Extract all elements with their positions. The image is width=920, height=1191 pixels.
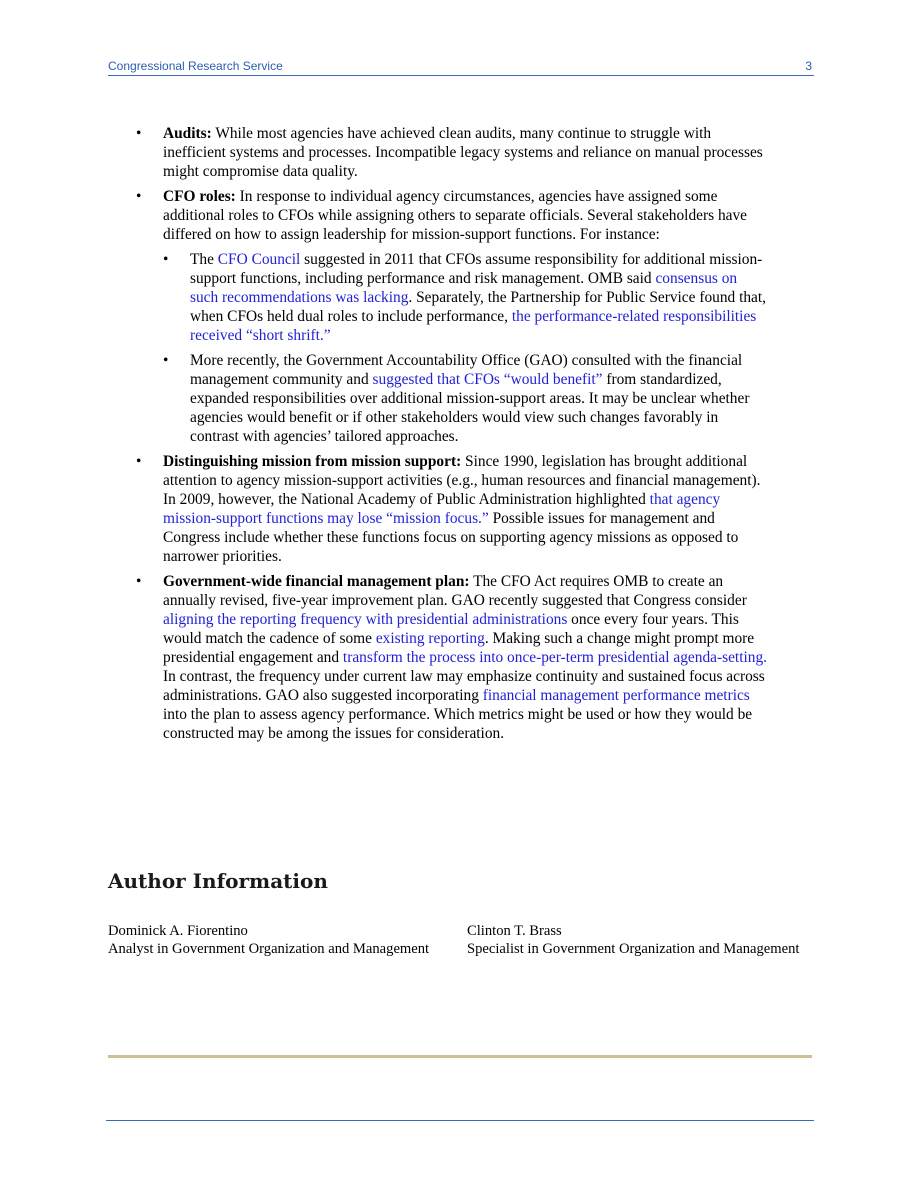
list-item-distinguishing xyxy=(108,452,768,566)
list-item-plan xyxy=(108,572,768,743)
footer-rule xyxy=(106,1120,814,1121)
bullet-icon: • xyxy=(136,125,142,142)
text-run: In contrast, the frequency under current law may emphasize continuity and sustained focus across administrations. GAO also suggested incorporating xyxy=(163,668,765,704)
running-header xyxy=(108,58,814,76)
bullet-icon: • xyxy=(136,573,142,590)
item-label: Government-wide financial management plan: xyxy=(163,573,470,590)
author-information-heading: Author Information xyxy=(108,869,328,893)
item-label: CFO roles: xyxy=(163,188,236,205)
sub-item-gao xyxy=(163,351,768,446)
link-short-shrift[interactable]: the performance-related responsibilities received “short shrift.” xyxy=(190,308,757,344)
text-run: suggested in 2011 that CFOs assume responsibility for additional mission-support functions, including performance and risk management. OMB said xyxy=(190,251,763,287)
item-label: Audits: xyxy=(163,125,212,142)
bullet-icon: • xyxy=(163,352,169,369)
bullet-list xyxy=(108,124,768,743)
sub-item-cfo-council xyxy=(163,250,768,345)
link-performance-metrics[interactable]: financial management performance metrics xyxy=(482,687,750,704)
text-run: . Separately, the Partnership for Public Service found that, when CFOs held dual roles to include performance, xyxy=(190,289,766,325)
bullet-icon: • xyxy=(163,251,169,268)
link-consensus-lacking[interactable]: consensus on such recommendations was lacking xyxy=(190,270,738,306)
link-cfos-would-benefit[interactable]: suggested that CFOs “would benefit” xyxy=(372,371,603,388)
author-name: Dominick A. Fiorentino xyxy=(108,923,248,939)
link-mission-focus[interactable]: that agency mission-support functions may lose “mission focus.” xyxy=(163,491,721,527)
author-block xyxy=(108,922,429,958)
footer-divider xyxy=(108,1055,812,1058)
text-run: Since 1990, legislation has brought additional attention to agency mission-support activities (e.g., human resources and financial management). In 2009, however, the National Academy of Public Administration highlighted xyxy=(163,453,761,508)
main-content xyxy=(108,124,768,749)
sub-bullet-list xyxy=(163,250,768,446)
author-block xyxy=(467,922,799,958)
text-run: once every four years. This would match the cadence of some xyxy=(163,611,739,647)
item-label: Distinguishing mission from mission support: xyxy=(163,453,462,470)
header-organization: Congressional Research Service xyxy=(108,59,283,73)
text-run: . Making such a change might prompt more presidential engagement and xyxy=(163,630,755,666)
link-existing-reporting[interactable]: existing reporting xyxy=(375,630,485,647)
text-run: from standardized, expanded responsibilities over additional mission-support areas. It may be unclear whether agencies would benefit or if other stakeholders would view such changes favorably in contrast with agencies’ tailored approaches. xyxy=(190,371,750,445)
text-run: Possible issues for management and Congress include whether these functions focus on supporting agency missions as opposed to narrower priorities. xyxy=(163,510,739,565)
bullet-icon: • xyxy=(136,188,142,205)
link-aligning-reporting[interactable]: aligning the reporting frequency with presidential administrations xyxy=(163,611,568,628)
item-text: While most agencies have achieved clean audits, many continue to struggle with inefficient systems and processes. Incompatible legacy systems and reliance on manual processes might compromise data quality. xyxy=(163,125,763,180)
item-text: In response to individual agency circumstances, agencies have assigned some additional roles to CFOs while assigning others to separate officials. Several stakeholders have differed on how to assign leadership for mission-support functions. For instance: xyxy=(163,188,747,243)
link-transform-process[interactable]: transform the process into once-per-term presidential agenda-setting. xyxy=(342,649,767,666)
text-run: More recently, the Government Accountability Office (GAO) consulted with the financial management community and xyxy=(190,352,743,388)
list-item-cfo-roles xyxy=(108,187,768,446)
page-number: 3 xyxy=(805,59,812,73)
author-name: Clinton T. Brass xyxy=(467,923,562,939)
text-run: into the plan to assess agency performance. Which metrics might be used or how they would be constructed may be among the issues for consideration. xyxy=(163,706,753,742)
list-item-audits xyxy=(108,124,768,181)
author-title: Specialist in Government Organization and Management xyxy=(467,941,800,957)
text-run: The xyxy=(190,251,218,268)
author-title: Analyst in Government Organization and Management xyxy=(108,941,430,957)
text-run: The CFO Act requires OMB to create an annually revised, five-year improvement plan. GAO recently suggested that Congress consider xyxy=(163,573,747,609)
link-cfo-council[interactable]: CFO Council xyxy=(217,251,301,268)
bullet-icon: • xyxy=(136,453,142,470)
